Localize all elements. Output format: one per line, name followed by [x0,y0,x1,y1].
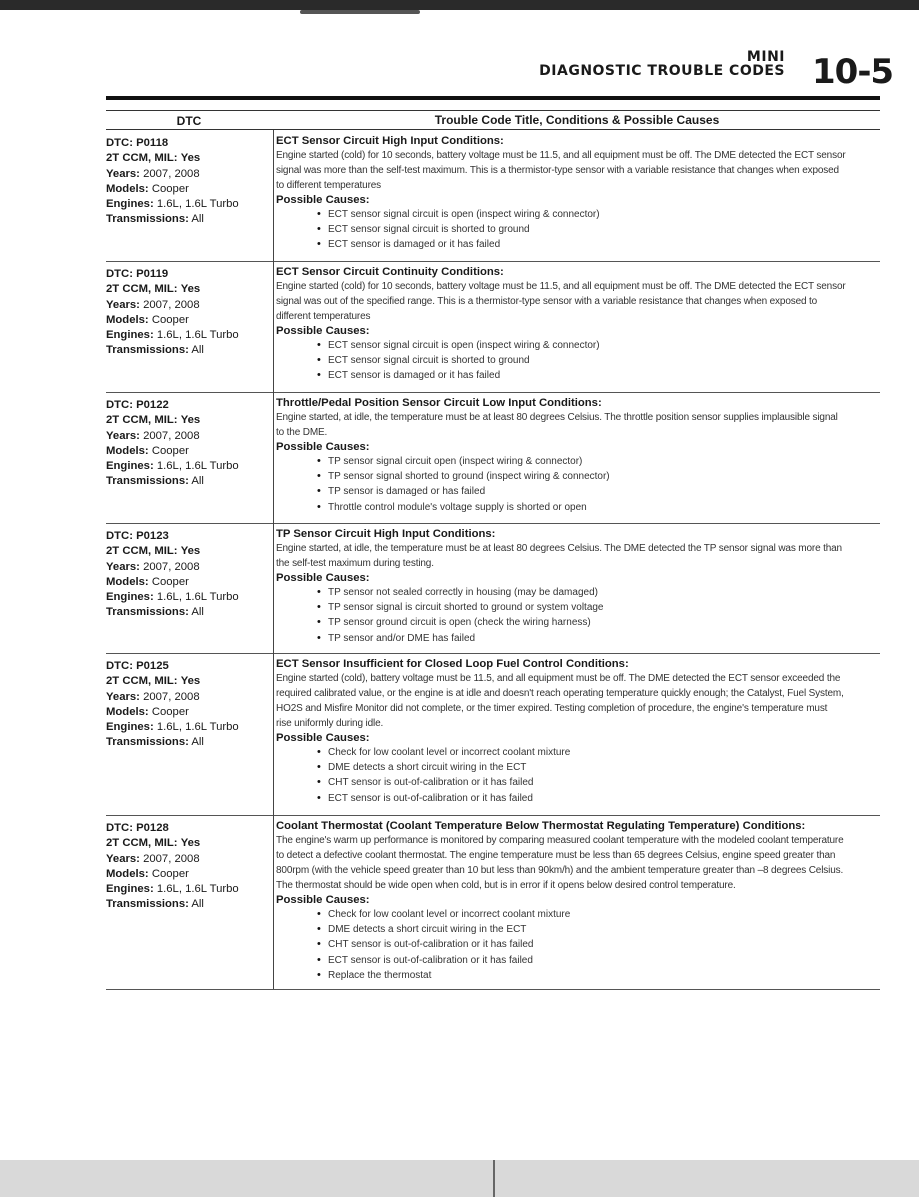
value-models: Cooper [151,182,189,195]
label-years: Years: [106,298,140,311]
table-row [106,815,880,990]
cause-item: • ECT sensor signal circuit is shorted to ground [328,222,880,237]
value-mil-status: Yes [180,675,201,688]
label-years: Years: [106,852,140,865]
column-header-title: Trouble Code Title, Conditions & Possible Causes [434,113,720,127]
label-models: Models: [106,182,149,195]
table-row [106,261,880,393]
value-transmissions: All [191,344,204,357]
conditions-line: Engine started, at idle, the temperature must be at least 80 degrees Celsius. The DME detected the TP sensor signal was more than [276,543,842,554]
header-rule [106,96,880,100]
label-transmissions: Transmissions: [106,736,189,749]
dtc-engines [106,590,271,605]
cause-item: • ECT sensor signal circuit is shorted to ground [328,353,880,368]
label-transmissions: Transmissions: [106,475,189,488]
possible-causes-label: Possible Causes: [276,325,370,337]
dtc-models [106,705,271,720]
value-engines: 1.6L, 1.6L Turbo [156,198,239,211]
dtc-info [106,821,271,913]
scan-mark [300,10,420,14]
cause-item: • DME detects a short circuit wiring in the ECT [328,922,880,937]
dtc-engines [106,197,271,212]
trouble-code-title: Throttle/Pedal Position Sensor Circuit Low Input Conditions: [276,397,602,409]
value-transmissions: All [191,736,204,749]
value-years: 2007, 2008 [143,298,200,311]
conditions-line: Engine started (cold), battery voltage must be 11.5, and all equipment must be off. The DME detected the ECT sensor exceeded the [276,673,841,684]
possible-causes-list [276,207,880,253]
cause-item: • TP sensor and/or DME has failed [328,631,880,646]
cause-item: • TP sensor ground circuit is open (check the wiring harness) [328,615,880,630]
dtc-details [273,130,880,261]
possible-causes-label: Possible Causes: [276,441,370,453]
value-engines: 1.6L, 1.6L Turbo [156,591,239,604]
conditions-line: The thermostat should be wide open when cold, but is in error if it opens below desired control temperature. [276,880,736,891]
dtc-mil-status [106,413,271,428]
trouble-code-title: TP Sensor Circuit High Input Conditions: [276,528,496,540]
dtc-info [106,136,271,228]
dtc-info [106,659,271,751]
conditions-line: rise uniformly during idle. [276,718,384,729]
table-row [106,392,880,524]
possible-causes-list [276,454,880,515]
dtc-table [106,110,880,981]
table-row [106,653,880,816]
cause-item: • ECT sensor signal circuit is open (inspect wiring & connector) [328,338,880,353]
header-title-line1: MINI [746,49,785,65]
dtc-transmissions [106,735,271,750]
value-transmissions: All [191,475,204,488]
possible-causes-label: Possible Causes: [276,194,370,206]
conditions-line: HO2S and Misfire Monitor did not complete, or the timer expired. Testing completion of procedure, the engine's temperature must [276,703,828,714]
value-models: Cooper [151,705,189,718]
conditions-line: The engine's warm up performance is monitored by comparing measured coolant temperature with the modeled coolant temperature [276,835,844,846]
label-engines: Engines: [106,883,154,896]
dtc-engines [106,459,271,474]
cause-item: • Throttle control module's voltage supply is shorted or open [328,500,880,515]
cause-item: • Replace the thermostat [328,968,880,983]
page-number: 10-5 [812,52,894,92]
column-header-dtc: DTC [176,114,202,128]
dtc-years [106,690,271,705]
label-ccm: 2T CCM, MIL: [106,545,178,558]
conditions-line: Engine started (cold) for 10 seconds, battery voltage must be 11.5, and all equipment must be off. The DME detected the ECT sensor [276,281,846,292]
label-years: Years: [106,560,140,573]
conditions-text [276,833,880,893]
possible-causes-list [276,338,880,384]
dtc-details [273,653,880,815]
value-mil-status: Yes [180,414,201,427]
dtc-info [106,529,271,621]
label-ccm: 2T CCM, MIL: [106,837,178,850]
label-transmissions: Transmissions: [106,213,189,226]
label-ccm: 2T CCM, MIL: [106,152,178,165]
value-mil-status: Yes [180,283,201,296]
dtc-models [106,867,271,882]
dtc-models [106,182,271,197]
value-models: Cooper [151,575,189,588]
dtc-models [106,313,271,328]
dtc-mil-status [106,674,271,689]
value-engines: 1.6L, 1.6L Turbo [156,460,239,473]
dtc-details [273,392,880,523]
possible-causes-list [276,907,880,983]
cause-item: • TP sensor signal circuit open (inspect wiring & connector) [328,454,880,469]
possible-causes-label: Possible Causes: [276,732,370,744]
dtc-details [273,815,880,989]
cause-item: • TP sensor signal shorted to ground (inspect wiring & connector) [328,469,880,484]
value-mil-status: Yes [180,545,201,558]
label-years: Years: [106,429,140,442]
conditions-line: to the DME. [276,427,328,438]
dtc-engines [106,882,271,897]
cause-item: • CHT sensor is out-of-calibration or it has failed [328,937,880,952]
table-row [106,523,880,654]
label-models: Models: [106,444,149,457]
cause-item: • DME detects a short circuit wiring in the ECT [328,760,880,775]
conditions-line: to detect a defective coolant thermostat. The engine temperature must be less than 65 degrees Celsius, engine speed greater than [276,850,836,861]
cause-item: • CHT sensor is out-of-calibration or it has failed [328,775,880,790]
trouble-code-title: Coolant Thermostat (Coolant Temperature Below Thermostat Regulating Temperature) Conditions: [276,820,806,832]
cause-item: • TP sensor is damaged or has failed [328,484,880,499]
dtc-code: DTC: P0122 [106,399,169,411]
conditions-line: Engine started, at idle, the temperature must be at least 80 degrees Celsius. The throttle position sensor supplies implausible signal [276,412,838,423]
dtc-transmissions [106,897,271,912]
label-transmissions: Transmissions: [106,898,189,911]
value-mil-status: Yes [180,152,201,165]
page-header-title [539,50,785,78]
dtc-transmissions [106,605,271,620]
conditions-text [276,148,880,193]
value-models: Cooper [151,444,189,457]
cause-item: • Check for low coolant level or incorrect coolant mixture [328,745,880,760]
label-ccm: 2T CCM, MIL: [106,283,178,296]
trouble-code-title: ECT Sensor Circuit High Input Conditions: [276,135,504,147]
conditions-line: 800rpm (with the vehicle speed greater than 10 but less than 90km/h) and the ambient temperature greater than –8 degrees Celsius. [276,865,844,876]
dtc-years [106,167,271,182]
value-years: 2007, 2008 [143,852,200,865]
trouble-code-title: ECT Sensor Circuit Continuity Conditions: [276,266,504,278]
conditions-text [276,410,880,440]
dtc-mil-status [106,282,271,297]
dtc-engines [106,720,271,735]
dtc-details [273,261,880,392]
dtc-years [106,560,271,575]
label-years: Years: [106,167,140,180]
dtc-mil-status [106,544,271,559]
scan-binding-line [493,1160,495,1197]
conditions-line: different temperatures [276,311,371,322]
dtc-transmissions [106,212,271,227]
cause-item: • ECT sensor is damaged or it has failed [328,237,880,252]
conditions-line: signal was out of the specified range. This is a thermistor-type sensor with a variable resistance that changes when exposed to [276,296,818,307]
value-engines: 1.6L, 1.6L Turbo [156,883,239,896]
dtc-info [106,398,271,490]
value-transmissions: All [191,898,204,911]
label-models: Models: [106,313,149,326]
value-transmissions: All [191,606,204,619]
label-models: Models: [106,705,149,718]
label-engines: Engines: [106,591,154,604]
label-engines: Engines: [106,198,154,211]
conditions-line: required calibrated value, or the engine is at idle and doesn't reach operating temperature quickly enough; the Catalyst, Fuel System, [276,688,844,699]
conditions-line: to different temperatures [276,180,382,191]
value-transmissions: All [191,213,204,226]
cause-item: • TP sensor signal is circuit shorted to ground or system voltage [328,600,880,615]
conditions-text [276,671,880,731]
cause-item: • ECT sensor is damaged or it has failed [328,368,880,383]
dtc-transmissions [106,474,271,489]
dtc-mil-status [106,836,271,851]
dtc-details [273,523,880,653]
value-years: 2007, 2008 [143,560,200,573]
cause-item: • TP sensor not sealed correctly in housing (may be damaged) [328,585,880,600]
label-engines: Engines: [106,329,154,342]
dtc-transmissions [106,343,271,358]
trouble-code-title: ECT Sensor Insufficient for Closed Loop Fuel Control Conditions: [276,658,629,670]
scan-bottom-edge [0,1160,919,1197]
cause-item: • Check for low coolant level or incorrect coolant mixture [328,907,880,922]
value-years: 2007, 2008 [143,690,200,703]
label-transmissions: Transmissions: [106,344,189,357]
possible-causes-label: Possible Causes: [276,894,370,906]
dtc-mil-status [106,151,271,166]
possible-causes-label: Possible Causes: [276,572,370,584]
dtc-years [106,298,271,313]
label-transmissions: Transmissions: [106,606,189,619]
dtc-years [106,429,271,444]
conditions-line: signal was more than the self-test maximum. This is a thermistor-type sensor with a variable resistance that changes when exposed [276,165,839,176]
value-years: 2007, 2008 [143,167,200,180]
value-mil-status: Yes [180,837,201,850]
table-row [106,130,880,262]
dtc-models [106,444,271,459]
label-models: Models: [106,867,149,880]
value-engines: 1.6L, 1.6L Turbo [156,329,239,342]
label-engines: Engines: [106,460,154,473]
scan-top-edge [0,0,919,10]
dtc-engines [106,328,271,343]
value-engines: 1.6L, 1.6L Turbo [156,721,239,734]
cause-item: • ECT sensor is out-of-calibration or it has failed [328,953,880,968]
possible-causes-list [276,745,880,806]
dtc-code: DTC: P0119 [106,268,169,280]
label-years: Years: [106,690,140,703]
label-ccm: 2T CCM, MIL: [106,414,178,427]
value-years: 2007, 2008 [143,429,200,442]
dtc-code: DTC: P0128 [106,822,169,834]
value-models: Cooper [151,313,189,326]
conditions-line: the self-test maximum during testing. [276,558,434,569]
label-engines: Engines: [106,721,154,734]
conditions-text [276,279,880,324]
conditions-line: Engine started (cold) for 10 seconds, battery voltage must be 11.5, and all equipment must be off. The DME detected the ECT sensor [276,150,846,161]
dtc-years [106,852,271,867]
dtc-code: DTC: P0125 [106,660,169,672]
possible-causes-list [276,585,880,646]
dtc-info [106,267,271,359]
dtc-code: DTC: P0123 [106,530,169,542]
label-models: Models: [106,575,149,588]
header-title-line2: DIAGNOSTIC TROUBLE CODES [539,63,785,79]
dtc-models [106,575,271,590]
conditions-text [276,541,880,571]
table-header [106,110,880,130]
cause-item: • ECT sensor is out-of-calibration or it has failed [328,791,880,806]
cause-item: • ECT sensor signal circuit is open (inspect wiring & connector) [328,207,880,222]
label-ccm: 2T CCM, MIL: [106,675,178,688]
value-models: Cooper [151,867,189,880]
dtc-code: DTC: P0118 [106,137,169,149]
